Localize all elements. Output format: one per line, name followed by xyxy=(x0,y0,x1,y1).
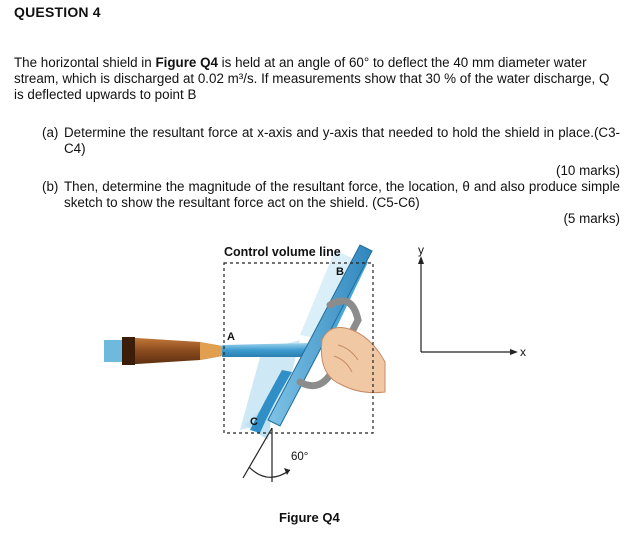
point-c-label: C xyxy=(250,416,258,428)
part-b-label: (b) xyxy=(42,179,59,194)
point-b-label: B xyxy=(336,266,344,278)
coordinate-axes xyxy=(418,256,518,355)
intro-text-1: The horizontal shield in xyxy=(14,55,156,70)
part-a-text: Determine the resultant force at x-axis and y-axis that needed to hold the shield in place.(C3-C4) xyxy=(64,125,620,156)
question-title: QUESTION 4 xyxy=(14,4,101,20)
water-jet xyxy=(222,343,310,357)
part-b-marks: (5 marks) xyxy=(563,211,620,226)
part-a-label: (a) xyxy=(42,125,59,140)
figure-caption: Figure Q4 xyxy=(279,510,340,525)
intro-text-2: is held at an angle of 60° to deflect the 40 mm diameter water stream, which is discharged at 0.02 m³/s. If measurements show that 30 % of the water discharge, Q is deflected upwards to point B xyxy=(14,55,610,102)
figure-reference: Figure Q4 xyxy=(155,55,218,70)
hand xyxy=(321,328,385,393)
part-a-marks: (10 marks) xyxy=(556,163,620,178)
angle-label: 60° xyxy=(291,451,309,463)
point-a-label: A xyxy=(227,331,235,343)
nozzle xyxy=(104,337,222,365)
part-b-text: Then, determine the magnitude of the resultant force, the location, θ and also produce simple sketch to show the resultant force act on the shield. (C5-C6) xyxy=(64,179,620,210)
axis-x-label: x xyxy=(520,345,526,359)
axis-y-label: y xyxy=(418,243,424,257)
control-volume-label: Control volume line xyxy=(224,245,341,259)
